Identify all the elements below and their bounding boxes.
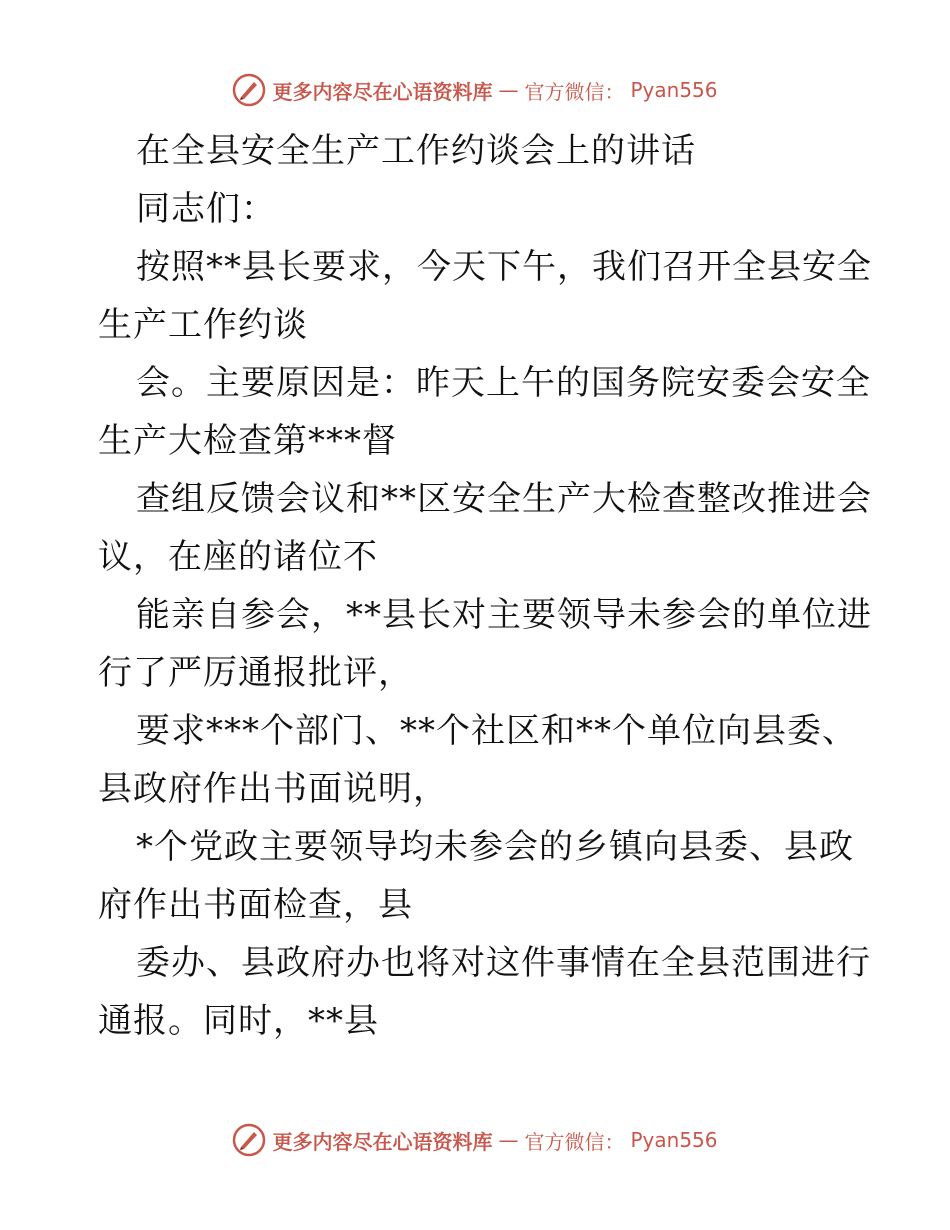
watermark-official: 官方微信： xyxy=(524,79,625,104)
document-body xyxy=(98,122,872,1050)
watermark-official: 官方微信： xyxy=(524,1129,625,1154)
watermark-brand: 更多内容尽在心语资料库 xyxy=(272,1129,493,1154)
text-line: 同志们： xyxy=(136,189,276,229)
watermark-id: Pyan556 xyxy=(630,78,718,102)
text-line: 议，在座的诸位不 xyxy=(98,537,378,577)
text-line: 生产工作约谈 xyxy=(98,305,308,345)
watermark-dash: — xyxy=(498,1128,519,1152)
quill-logo-icon xyxy=(232,1123,266,1157)
text-line: 生产大检查第***督 xyxy=(98,421,397,461)
text-line: 行了严厉通报批评， xyxy=(98,653,413,693)
watermark-dash: — xyxy=(498,78,519,102)
watermark-id: Pyan556 xyxy=(630,1128,718,1152)
text-line: 会。主要原因是：昨天上午的国务院安委会安全 xyxy=(136,363,871,403)
text-line: 在全县安全生产工作约谈会上的讲话 xyxy=(136,131,696,171)
text-line: 要求***个部门、**个社区和**个单位向县委、 xyxy=(136,711,857,751)
text-line: 县政府作出书面说明， xyxy=(98,769,448,809)
text-line: 按照**县长要求，今天下午，我们召开全县安全 xyxy=(136,247,872,287)
text-line: 能亲自参会，**县长对主要领导未参会的单位进 xyxy=(136,595,872,635)
quill-logo-icon xyxy=(232,73,266,107)
text-line: *个党政主要领导均未参会的乡镇向县委、县政 xyxy=(136,827,854,867)
text-line: 查组反馈会议和**区安全生产大检查整改推进会 xyxy=(136,479,872,519)
watermark-brand: 更多内容尽在心语资料库 xyxy=(272,79,493,104)
text-line: 府作出书面检查，县 xyxy=(98,885,413,925)
text-line: 通报。同时，**县 xyxy=(98,1001,379,1041)
footer-watermark xyxy=(0,1120,950,1160)
header-watermark xyxy=(0,70,950,110)
text-line: 委办、县政府办也将对这件事情在全县范围进行 xyxy=(136,943,871,983)
